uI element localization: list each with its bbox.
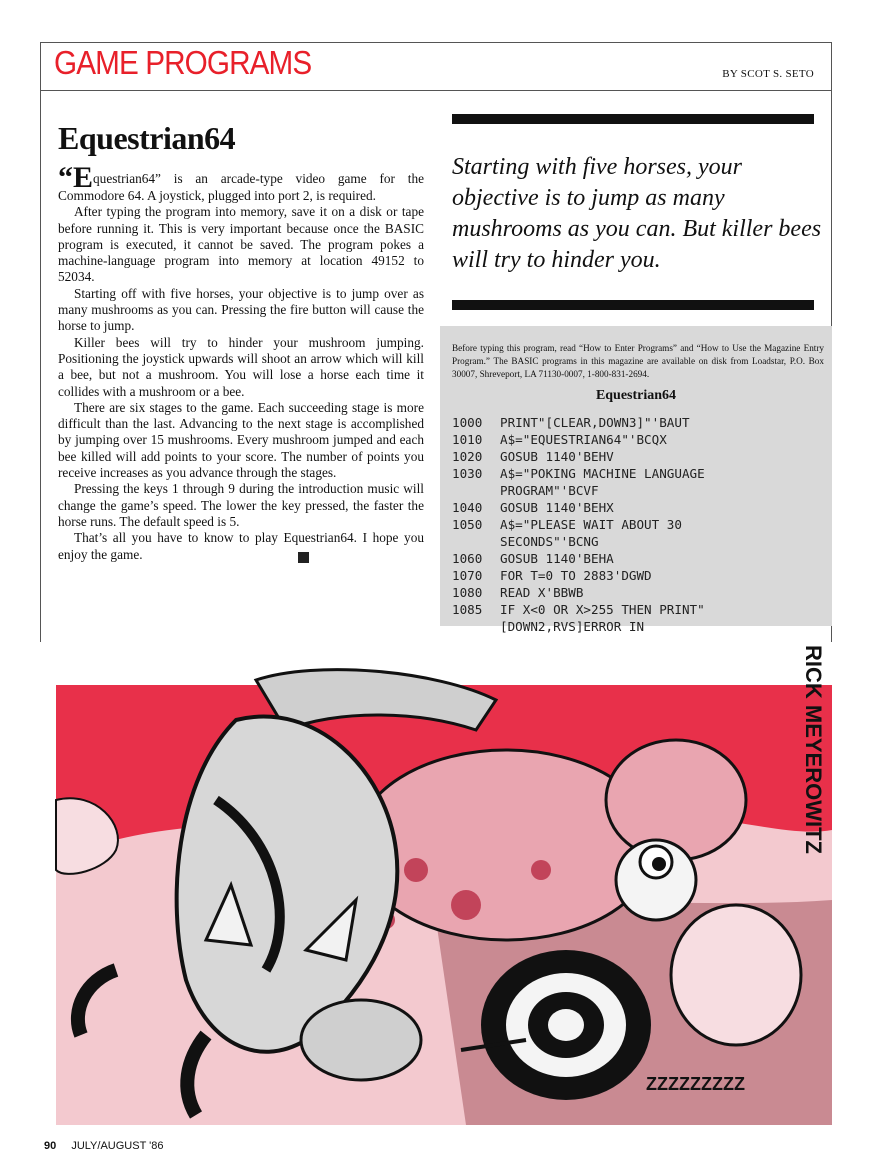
article-body	[58, 161, 424, 563]
end-mark-icon: C	[298, 552, 309, 563]
code-line-text: GOSUB 1140'BEHX	[500, 500, 614, 515]
code-line	[452, 567, 828, 584]
code-line	[452, 584, 828, 601]
mushroom-spot	[451, 890, 481, 920]
code-line-text: PROGRAM"'BCVF	[500, 483, 599, 498]
program-listing-box	[440, 326, 832, 634]
code-line	[452, 482, 828, 499]
paragraph: There are six stages to the game. Each succeeding stage is more difficult than the last. Advancing to the next stage is accomplished by jumping over 15 mushrooms. Every mushroom jumped and each bee killed will add points to your score. The number of points you receive increases as you advance through the stages.	[58, 399, 424, 481]
pull-quote: Starting with five horses, your objective is to jump as many mushrooms as you can. But killer bees will try to hinder you.	[452, 154, 822, 273]
code-line-number: 1030	[452, 466, 483, 481]
article-title: Equestrian64	[58, 120, 236, 156]
code-line	[452, 618, 828, 635]
artist-signature: RICK MEYEROWITZ	[801, 645, 826, 854]
code-line	[452, 465, 828, 482]
code-line-number	[452, 482, 500, 499]
mushroom-spot	[404, 858, 428, 882]
code-line-text: IF X<0 OR X>255 THEN PRINT"	[500, 602, 705, 617]
paragraph: Starting off with five horses, your objective is to jump over as many mushrooms as you can. Pressing the fire button will cause the horse to jump.	[58, 285, 424, 334]
bee-buzz-text: ZZZZZZZZZ	[646, 1074, 745, 1094]
code-line	[452, 414, 828, 431]
code-line	[452, 550, 828, 567]
code-line-number: 1000	[452, 415, 483, 430]
code-line-number: 1060	[452, 551, 483, 566]
code-line-text: GOSUB 1140'BEHA	[500, 551, 614, 566]
code-line	[452, 601, 828, 618]
code-line-number: 1040	[452, 500, 483, 515]
pull-quote-top-rule	[452, 114, 814, 124]
code-line-number: 1085	[452, 602, 483, 617]
code-line	[452, 516, 828, 533]
code-line-text: A$="POKING MACHINE LANGUAGE	[500, 466, 705, 481]
listing-code	[452, 414, 828, 635]
code-line-text: READ X'BBWB	[500, 585, 584, 600]
code-line-text: FOR T=0 TO 2883'DGWD	[500, 568, 652, 583]
code-line-text: [DOWN2,RVS]ERROR IN	[500, 619, 645, 634]
listing-title: Equestrian64	[595, 388, 677, 403]
code-line	[452, 431, 828, 448]
section-header: GAME PROGRAMS	[54, 44, 312, 81]
header-rule	[40, 90, 832, 91]
code-line	[452, 533, 828, 550]
code-line-text: SECONDS"'BCNG	[500, 534, 599, 549]
bee-pupil	[652, 857, 666, 871]
code-line-text: A$="PLEASE WAIT ABOUT 30	[500, 517, 682, 532]
game-illustration	[56, 640, 832, 1145]
code-line-number: 1020	[452, 449, 483, 464]
dropcap: “E	[58, 161, 94, 194]
issue-date: JULY/AUGUST '86	[71, 1140, 164, 1152]
code-line-number: 1010	[452, 432, 483, 447]
bee-stripe	[548, 1009, 584, 1041]
code-line-text: GOSUB 1140'BEHV	[500, 449, 614, 464]
paragraph: That’s all you have to know to play Equestrian64. I hope you enjoy the game. C	[58, 530, 424, 562]
page-number: 90	[44, 1140, 57, 1152]
code-line-text: PRINT"[CLEAR,DOWN3]"'BAUT	[500, 415, 690, 430]
horse-muzzle	[301, 1000, 421, 1080]
mushroom-spot	[531, 860, 551, 880]
code-line-text: A$="EQUESTRIAN64"'BCQX	[500, 432, 667, 447]
page-footer	[44, 1140, 163, 1152]
code-line-number: 1080	[452, 585, 483, 600]
byline: BY SCOT S. SETO	[722, 68, 814, 80]
paragraph: After typing the program into memory, save it on a disk or tape before running it. This is very important because once the BASIC program is executed, it cannot be saved. The program pokes a machine-language program into memory at location 49152 to 52034.	[58, 204, 424, 285]
code-line-number: 1070	[452, 568, 483, 583]
paragraph: Killer bees will try to hinder your mushroom jumping. Positioning the joystick upwards will shoot an arrow which will kill a bee, but not a mushroom. You will lose a horse each time it collides with a mushroom or a bee.	[58, 334, 424, 399]
listing-note: Before typing this program, read “How to Enter Programs” and “How to Use the Magazine Entry Program.” The BASIC programs in this magazine are available on disk from Loadstar, P.O. Box 30007, Shreveport, LA 71130-0007, 1-800-831-2694.	[452, 343, 824, 379]
bee-wing	[606, 740, 746, 860]
code-line	[452, 448, 828, 465]
paragraph: Pressing the keys 1 through 9 during the introduction music will change the game’s speed. The lower the key pressed, the faster the horse runs. The default speed is 5.	[58, 481, 424, 529]
code-line-number	[452, 533, 500, 550]
pull-quote-bottom-rule	[452, 300, 814, 310]
code-line	[452, 499, 828, 516]
paragraph: “Equestrian64” is an arcade-type video game for the Commodore 64. A joystick, plugged into port 2, is required.	[58, 161, 424, 203]
bee-wing	[671, 905, 801, 1045]
code-line-number	[452, 618, 500, 635]
code-line-number: 1050	[452, 517, 483, 532]
